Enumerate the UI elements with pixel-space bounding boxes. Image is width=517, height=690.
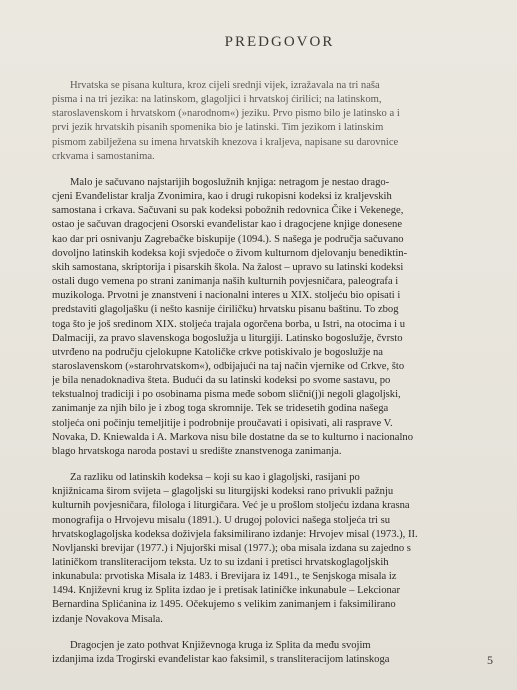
text-line: tekstualnoj tradiciji i po osobinama pisma međe sobom slični(j)i negoli glagoljski, [52, 389, 401, 401]
text-line: Bernardina Splićanina iz 1495. Očekujemo s velikim zanimanjem i faksimilirano [52, 599, 396, 611]
text-line: hrvatskoglagoljska kodeksa doživjela faksimilirano izdanje: Hrvojev misal (1973.), II. [52, 528, 418, 540]
page-title: PREDGOVOR [224, 34, 335, 50]
text-line: blago hrvatskoga naroda postavi u središte znanstvenoga zanimanja. [52, 445, 342, 457]
text-line: Hrvatska se pisana kultura, kroz cijeli srednji vijek, izražavala na tri naša [70, 80, 380, 91]
body-text [52, 79, 487, 667]
paragraph [52, 79, 487, 164]
text-line: monografija o Hrvojevu misalu (1891.). U drugoj polovici našega stoljeća tri su [52, 514, 391, 526]
text-line: muzikologa. Prvotni je znanstveni i nacionalni interes u XIX. stoljeću bio opisati i [52, 290, 401, 302]
text-line: pisma i na tri jezika: na latinskom, glagoljici i hrvatskoj ćirilici; na latinskom, [52, 94, 382, 106]
text-line: ostao je sačuvan dragocjeni Osorski evanđelistar kao i dragocjene knjige donesene [52, 219, 403, 231]
text-line: prvi jezik hrvatskih pisanih spomenika bio je latinski. Tim jezikom i latinskim [52, 122, 384, 134]
text-line: kulturnih povjesničara, filologa i liturgičara. Već je u prošlom stoljeću izdana krasna [52, 500, 410, 512]
text-line: Za razliku od latinskih kodeksa – koji su kao i glagoljski, rasijani po [70, 472, 360, 484]
text-line: Novaka, D. Kniewalda i A. Markova nisu bile dostatne da se to kulturno i nacionalno [52, 431, 413, 443]
text-line: izdanje Novakova Misala. [52, 613, 163, 625]
text-line: inkunabula: prvotiska Misala iz 1483. i Brevijara iz 1491., te Senjskoga misala iz [52, 571, 397, 583]
text-line: je bila nenadoknadiva šteta. Budući da su latinski kodeksi po svome sastavu, po [52, 375, 391, 387]
text-line: kao dar pri osnivanju Zagrebačke biskupije (1094.). S našega je područja sačuvano [52, 233, 404, 245]
text-line: staroslavenskom i hrvatskom (»narodnom«) jeziku. Prvo pismo bilo je latinsko a i [52, 108, 400, 120]
text-line: toga što je još sredinom XIX. stoljeća trajala ogorčena borba, u Istri, na otocima i u [52, 318, 406, 330]
text-line: zanimanje za njih bilo je i zbog toga skromnije. Tek se tridesetih godina našega [52, 403, 389, 415]
text-line: dovoljno latinskih kodeksa koji svjedoče o živom kulturnom djelovanju benediktin- [52, 247, 408, 259]
page-number: 5 [487, 653, 493, 667]
text-line: Dalmaciji, za pravo slavenskoga bogoslužja u liturgiji. Latinsko bogoslužje, čvrsto [52, 332, 403, 344]
paragraph [52, 639, 487, 667]
text-line: Novljanski brevijar (1977.) i Njujorški misal (1977.); oba misala izdana su zajedno s [52, 542, 411, 554]
text-line: 1494. Književni krug iz Splita izdao je i pretisak latiničke inkunabule – Lekcionar [52, 585, 401, 597]
text-line: crkvama i samostanima. [52, 150, 155, 162]
text-line: stoljeća oni počinju temeljitije i podrobnije proučavati i opisivati, ali rasprave V. [52, 417, 393, 429]
text-line: latiničkom transliteracijom teksta. Uz to su izdani i pretisci hrvatskoglagoljskih [52, 557, 389, 568]
text-line: Dragocjen je zato pothvat Književnoga kruga iz Splita da među svojim [70, 639, 371, 651]
text-line: predstaviti glagoljašku (i nešto kasnije ćiriličku) hrvatsku pisanu baštinu. To zbog [52, 304, 399, 316]
text-line: Malo je sačuvano najstarijih bogoslužnih knjiga: netragom je nestao drago- [70, 176, 390, 188]
text-line: izdanjima izda Trogirski evanđelistar kao faksimil, s transliteracijom latinskoga [52, 653, 390, 665]
text-line: cjeni Evanđelistar kralja Zvonimira, kao i drugi rukopisni kodeksi iz kraljevskih [52, 191, 392, 203]
paragraph [52, 176, 487, 459]
text-line: samostana i crkava. Sačuvani su pak kodeksi pobožnih redovnica Čike i Vekenege, [52, 205, 404, 217]
text-line: ostali dugo vemena po strani zanimanja naših kulturnih povjesničara, paleografa i [52, 276, 399, 288]
text-line: utvrđeno na području cjelokupne Katoličke crkve potiskivalo je bogoslužje na [52, 346, 383, 358]
text-line: knjižnicama širom svijeta – glagoljski su liturgijski kodeksi rano privukli pažnju [52, 486, 394, 498]
text-line: pismom zabilježena su imena hrvatskih knezova i kraljeva, napisane su darovnice [52, 136, 399, 148]
paragraph [52, 471, 487, 627]
text-line: skih samostana, skriptorija i pisarskih škola. Na žalost – upravo su latinski kodeksi [52, 261, 404, 273]
text-line: staroslavenskom (»starohrvatskom«), odbijajući na taj način vjernike od Crkve, što [52, 360, 405, 372]
